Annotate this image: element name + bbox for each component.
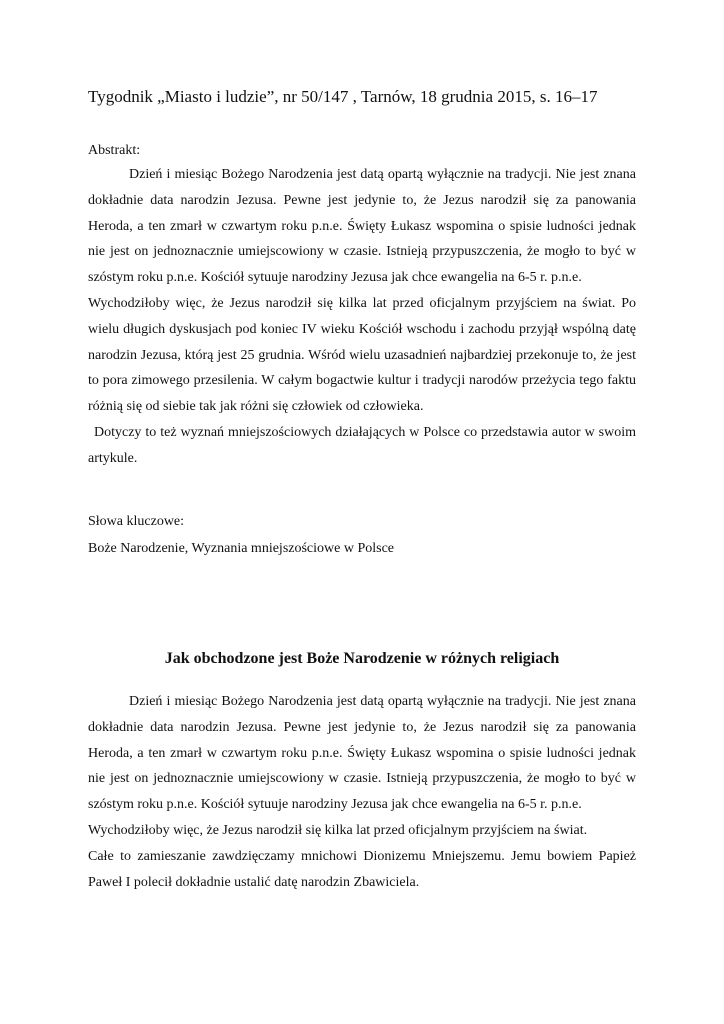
abstract-label: Abstrakt: (88, 143, 141, 158)
article-title: Jak obchodzone jest Boże Narodzenie w różnych religiach (164, 649, 560, 667)
article-paragraph: Dzień i miesiąc Bożego Narodzenia jest datą opartą wyłącznie na tradycji. Nie jest znana dokładnie data narodzin Jezusa. Pewne jest jedynie to, że Jezus narodził się za panowania Heroda, a ten zmarł w czwartym roku p.n.e. Święty Łukasz wspomina o spisie ludności jednak nie jest on jednoznacznie umiejscowiony w czasie. Istnieją przypuszczenia, że mogło to być w szóstym roku p.n.e. Kościół sytuuje narodziny Jezusa jak chce ewangelia na 6-5 r. p.n.e. (88, 694, 636, 813)
keywords-label: Słowa kluczowe: (88, 514, 185, 529)
article-paragraph: Całe to zamieszanie zawdzięczamy mnichowi Dionizemu Mniejszemu. Jemu bowiem Papież Paweł I polecił dokładnie ustalić datę narodzin Zbawiciela. (88, 848, 636, 890)
article-body (88, 689, 636, 895)
abstract-paragraph: Dotyczy to też wyznań mniejszościowych działających w Polsce co przedstawia autor w swoim artykule. (88, 424, 636, 466)
article-paragraph: Wychodziłoby więc, że Jezus narodził się kilka lat przed oficjalnym przyjściem na świat. (88, 822, 588, 838)
publication-citation: Tygodnik „Miasto i ludzie”, nr 50/147 , Tarnów, 18 grudnia 2015, s. 16–17 (88, 87, 598, 106)
abstract-section (88, 141, 636, 472)
abstract-paragraph: Wychodziłoby więc, że Jezus narodził się kilka lat przed oficjalnym przyjściem na świat. Po wielu długich dyskusjach pod koniec IV wieku Kościół wschodu i zachodu przyjął wspólną datę narodzin Jezusa, którą jest 25 grudnia. Wśród wielu uzasadnień najbardziej przekonuje to, że jest to pora zimowego przesilenia. W całym bogactwie kultur i tradycji narodów przeżycia tego faktu różnią się od siebie tak jak różni się człowiek od człowieka. (88, 295, 636, 415)
keywords-value: Boże Narodzenie, Wyznania mniejszościowe w Polsce (88, 541, 395, 556)
abstract-paragraph: Dzień i miesiąc Bożego Narodzenia jest datą opartą wyłącznie na tradycji. Nie jest znana dokładnie data narodzin Jezusa. Pewne jest jedynie to, że Jezus narodził się za panowania Heroda, a ten zmarł w czwartym roku p.n.e. Święty Łukasz wspomina o spisie ludności jednak nie jest on jednoznacznie umiejscowiony w czasie. Istnieją przypuszczenia, że mogło to być w szóstym roku p.n.e. Kościół sytuuje narodziny Jezusa jak chce ewangelia na 6-5 r. p.n.e. (88, 167, 636, 286)
keywords-section (88, 508, 636, 562)
